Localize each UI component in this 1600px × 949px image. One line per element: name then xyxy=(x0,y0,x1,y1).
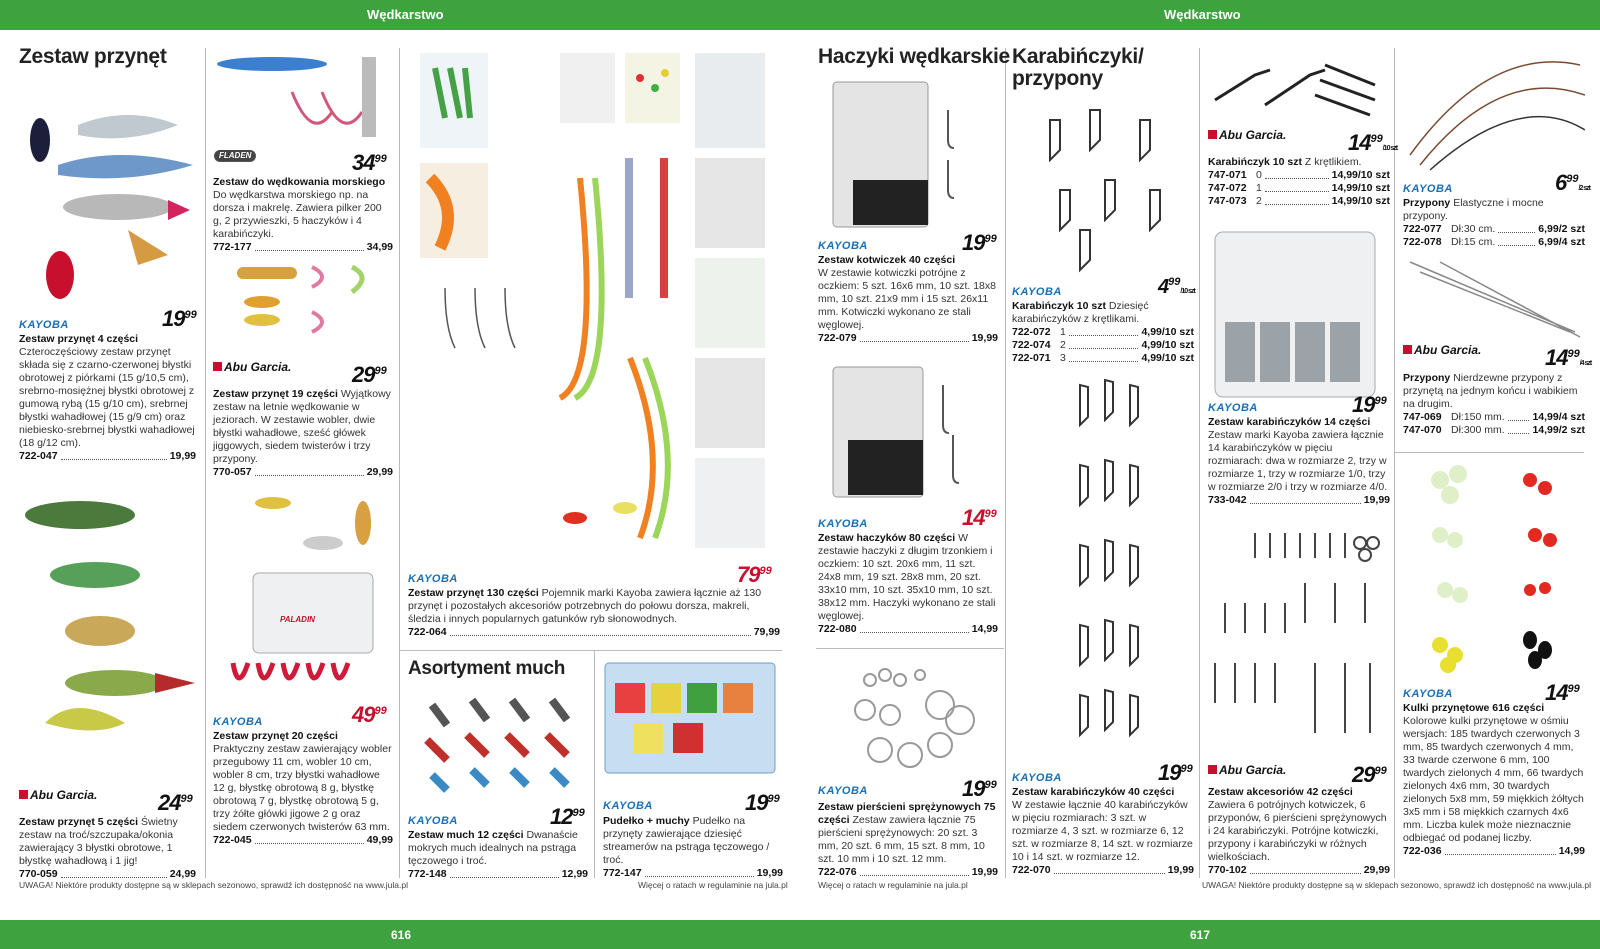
divider xyxy=(399,650,782,651)
fly-box-image xyxy=(603,658,780,778)
page-number-right: 617 xyxy=(1190,928,1211,942)
price-722-079: $19^{99}$ xyxy=(962,230,997,255)
price-przypony-abu: $14^{99}/4$ szt xyxy=(1545,345,1592,370)
kayoba-logo: KAYOBA xyxy=(603,800,653,812)
price-722-047: $19^{99}$ xyxy=(162,306,197,331)
treble-hook-box-image xyxy=(828,80,968,230)
price-722-045: $49^{99}$ xyxy=(352,702,387,727)
sea-fishing-kit-image xyxy=(212,52,392,162)
price-karabinczyk-kayoba: $4^{99}/10$ szt xyxy=(1158,276,1195,298)
price-770-102: $29^{99}$ xyxy=(1352,762,1387,787)
price-722-080: $14^{99}$ xyxy=(962,505,997,530)
kayoba-logo: KAYOBA xyxy=(213,716,263,728)
kayoba-logo: KAYOBA xyxy=(19,319,69,331)
price-722-076: $19^{99}$ xyxy=(962,776,997,801)
price-733-042: $19^{99}$ xyxy=(1352,392,1387,417)
price-przypony-kayoba: $6^{99}/2$ szt xyxy=(1555,170,1591,195)
product-722-079[interactable]: Zestaw kotwiczek 40 części W zestawie kotwiczki potrójne z oczkiem: 5 szt. 16x6 mm, 10 szt. 18x8 mm, 10 szt. 21x9 mm i 15 szt. 26x11 mm. Kotwiczki wykonano ze stali węglowej. 722-079 19,99 xyxy=(818,254,998,344)
abu-garcia-logo: Abu Garcia. xyxy=(1208,765,1286,776)
kayoba-logo: KAYOBA xyxy=(408,573,458,585)
price-772-177: $34^{99}$ xyxy=(352,150,387,175)
footnote-right: UWAGA! Niektóre produkty dostępne są w sklepach sezonowo, sprawdź ich dostępność na www.jula.pl xyxy=(1202,880,1591,890)
split-rings-image xyxy=(840,660,980,780)
kayoba-logo: KAYOBA xyxy=(818,785,868,797)
product-722-045[interactable]: Zestaw przynęt 20 części Praktyczny zestaw zawierający wobler przegubowy 11 cm, wobler 10 cm, wobler 8 cm, trzy błystki wahadłowe 12 g, błystkę obrotową 8 g, błystkę obrotową 7 g, błystkę obrotową 5 g, trzy żółte główki jigowe 2 g oraz siedem czerwonych twisterów 63 mm. 722-045 49,99 xyxy=(213,730,393,846)
price-770-059: $24^{99}$ xyxy=(158,790,193,815)
beads-image xyxy=(1420,460,1580,690)
price-722-070: $19^{99}$ xyxy=(1158,760,1193,785)
divider xyxy=(816,648,1004,649)
price-karabinczyk-abu: $14^{99}/10$ szt xyxy=(1348,130,1398,155)
product-722-036[interactable]: Kulki przynętowe 616 części Kolorowe kulki przynętowe w ośmiu wersjach: 185 twardych czerwonych 3 mm, 85 twardych czerwonych 4 mm, 33 twarde czerwone 6 mm, 100 twardych zielonych 4 mm, 66 twardych zielonych 4x6 mm, 30 twardych zielonych 5x8 mm, 59 miękkich żółtych 3x5 mm i 58 miękkich czarnych 4x6 mm. Liczba kulek może nieznacznie odbiegać od podanej liczby. 722-036 14,99 xyxy=(1403,702,1585,857)
lure-box-image xyxy=(213,493,393,703)
divider xyxy=(1005,48,1006,878)
product-722-070[interactable]: Zestaw karabińczyków 40 części W zestawie łącznie 40 karabińczyków w pięciu rozmiarach: 3 szt. w rozmiarze 4, 3 szt. w rozmiarze 6, 12 szt. w rozmiarze 8, 14 szt. w rozmiarze 10 i 14 szt. w rozmiarze 12. 722-070 19,99 xyxy=(1012,786,1194,876)
snaps-image xyxy=(1030,100,1180,280)
product-770-059[interactable]: Zestaw przynęt 5 części Świetny zestaw na troć/szczupaka/okonia zawierający 3 błystki obrotowe, 1 błystkę wahadłową i 1 jig! 770-059 24,99 xyxy=(19,816,196,880)
kayoba-logo: KAYOBA xyxy=(1012,772,1062,784)
lake-lures-image xyxy=(232,262,392,352)
page-number-left: 616 xyxy=(391,928,412,942)
header-bar xyxy=(0,0,1600,30)
section-title-snaps: Karabińczyki/ przypony xyxy=(1012,45,1144,90)
accessory-set-image xyxy=(1205,533,1390,753)
product-772-177[interactable]: Zestaw do wędkowania morskiego Do wędkarstwa morskiego np. na dorsza i makrelę. Zawiera pilker 200 g, 2 przywieszki, 5 haczyków i 4 karabińczyki. 772-177 34,99 xyxy=(213,176,393,253)
price-770-057: $29^{99}$ xyxy=(352,362,387,387)
product-770-102[interactable]: Zestaw akcesoriów 42 części Zawiera 6 potrójnych kotwiczek, 6 przyponów, 6 pierścieni sprężynowych i 24 karabińczyki. Potrójne kotwiczki, przypony i karabińczyki w różnych wielkościach. 770-102 29,99 xyxy=(1208,786,1390,876)
footnote-installments: Więcej o ratach w regulaminie na jula.pl xyxy=(818,880,968,890)
product-772-148[interactable]: Zestaw much 12 części Dwanaście mokrych much idealnych na pstrąga tęczowego i troć. 772-148 12,99 xyxy=(408,829,588,880)
hook-box-image xyxy=(828,365,968,500)
price-722-064: $79^{99}$ xyxy=(737,562,772,587)
snap-box-image xyxy=(1205,222,1385,402)
product-722-076[interactable]: Zestaw pierścieni sprężynowych 75 części Zestaw zawiera łącznie 75 pierścieni sprężynowych: 20 szt. 3 mm, 20 szt. 6 mm, 15 szt. 8 mm, 10 szt. 10 mm i 10 szt. 12 mm. 722-076 19,99 xyxy=(818,801,998,878)
divider xyxy=(1394,452,1584,453)
divider xyxy=(1199,48,1200,878)
product-770-057[interactable]: Zestaw przynęt 19 części Wyjątkowy zestaw na letnie wędkowanie w jeziorach. W zestawie wobler, dwie błystki wahadłowe, sześć główek jiggowych, siedem twisterów i trzy przypony. 770-057 29,99 xyxy=(213,388,393,478)
paladin-logo: PALADIN xyxy=(280,615,315,624)
spoon-lures-image xyxy=(15,493,200,738)
product-722-064[interactable]: Zestaw przynęt 130 części Pojemnik marki Kayoba zawiera łącznie aż 130 przynęt i pozostałych akcesoriów potrzebnych do połowu dorsza, makreli, śledzia i innych popularnych gatunków ryb słonowodnych. 722-064 79,99 xyxy=(408,587,780,638)
abu-garcia-logo: Abu Garcia. xyxy=(1403,345,1481,356)
price-772-147: $19^{99}$ xyxy=(745,790,780,815)
product-722-080[interactable]: Zestaw haczyków 80 części W zestawie haczyki z długim trzonkiem i oczkiem: 10 szt. 20x6 mm, 11 szt. 24x8 mm, 19 szt. 28x8 mm, 20 szt. 33x10 mm, 10 szt. 35x10 mm, 10 szt. 38x12 mm. Haczyki wykonano ze stali węglowej. 722-080 14,99 xyxy=(818,532,998,635)
price-772-148: $12^{99}$ xyxy=(550,804,585,829)
abu-snaps-image xyxy=(1205,45,1390,120)
section-label-right: Wędkarstwo xyxy=(1164,7,1241,22)
product-karabinczyk-kayoba[interactable]: Karabińczyk 10 szt Dziesięć karabińczyków z krętlikami. 722-072 1 4,99/10 szt 722-074 2 4,99/10 szt 722-071 3 4,99/10 szt xyxy=(1012,300,1194,364)
footnote-installments: Więcej o ratach w regulaminie na jula.pl xyxy=(638,880,788,890)
steel-leaders-image xyxy=(1400,257,1585,347)
divider xyxy=(1394,48,1395,878)
section-title-lures: Zestaw przynęt xyxy=(19,45,167,68)
section-label-left: Wędkarstwo xyxy=(367,7,444,22)
flies-image xyxy=(412,690,587,800)
product-772-147[interactable]: Pudełko + muchy Pudełko na przynęty zawierające dziesięć streamerów na pstrąga tęczowego / troć. 772-147 19,99 xyxy=(603,815,783,879)
product-przypony-abu[interactable]: Przypony Nierdzewne przypony z przynętą na jednym końcu i wabikiem na drugim. 747-069 Dł:150 mm. 14,99/4 szt 747-070 Dł:300 mm. 14,99/2 szt xyxy=(1403,372,1585,436)
section-title-flies: Asortyment much xyxy=(408,658,566,679)
kayoba-logo: KAYOBA xyxy=(818,240,868,252)
divider xyxy=(399,48,400,878)
product-722-047[interactable]: Zestaw przynęt 4 części Czteroczęściowy zestaw przynęt składa się z czarno-czerwonej błystki obrotowej z piórkami (15 g/10,5 cm), srebrno-mosiężnej błystki obrotowej z gumową rybą (15 g/10 cm), srebrnej błystki wahadłowej (15 g/9 cm) oraz niebiesko-srebrnej błystki wahadłowej (18 g/12 cm). 722-047 19,99 xyxy=(19,333,196,462)
kayoba-logo: KAYOBA xyxy=(818,518,868,530)
kayoba-logo: KAYOBA xyxy=(408,815,458,827)
sea-lure-set-image xyxy=(415,48,785,568)
snap-set-image xyxy=(1060,375,1150,745)
product-przypony-kayoba[interactable]: Przypony Elastyczne i mocne przypony. 722-077 Dł:30 cm. 6,99/2 szt 722-078 Dł:15 cm. 6,99/4 szt xyxy=(1403,197,1585,248)
kayoba-logo: KAYOBA xyxy=(1403,183,1453,195)
abu-garcia-logo: Abu Garcia. xyxy=(1208,130,1286,141)
kayoba-logo: KAYOBA xyxy=(1208,402,1258,414)
fladen-logo: FLADEN xyxy=(215,150,255,161)
product-karabinczyk-abu[interactable]: Karabińczyk 10 szt Z krętlikiem. 747-071 0 14,99/10 szt 747-072 1 14,99/10 szt 747-073 2 14,99/10 szt xyxy=(1208,156,1390,207)
spinner-lures-image xyxy=(18,105,198,320)
product-733-042[interactable]: Zestaw karabińczyków 14 części Zestaw marki Kayoba zawiera łącznie 14 karabińczyków w pięciu rozmiarach: dwa w rozmiarze 2, trzy w rozmiarze 1, trzy w rozmiarze 1/0, trzy w rozmiarze 2/0 i trzy w rozmiarze 4/0. 733-042 19,99 xyxy=(1208,416,1390,506)
price-722-036: $14^{99}$ xyxy=(1545,680,1580,705)
abu-garcia-logo: Abu Garcia. xyxy=(19,790,97,801)
elastic-leaders-image xyxy=(1400,45,1585,175)
divider xyxy=(205,48,206,878)
section-title-hooks: Haczyki wędkarskie xyxy=(818,45,1010,68)
divider xyxy=(594,650,595,878)
kayoba-logo: KAYOBA xyxy=(1012,286,1062,298)
abu-garcia-logo: Abu Garcia. xyxy=(213,362,291,373)
kayoba-logo: KAYOBA xyxy=(1403,688,1453,700)
footer-bar xyxy=(0,920,1600,949)
footnote-left: UWAGA! Niektóre produkty dostępne są w sklepach sezonowo, sprawdź ich dostępność na www.jula.pl xyxy=(19,880,408,890)
